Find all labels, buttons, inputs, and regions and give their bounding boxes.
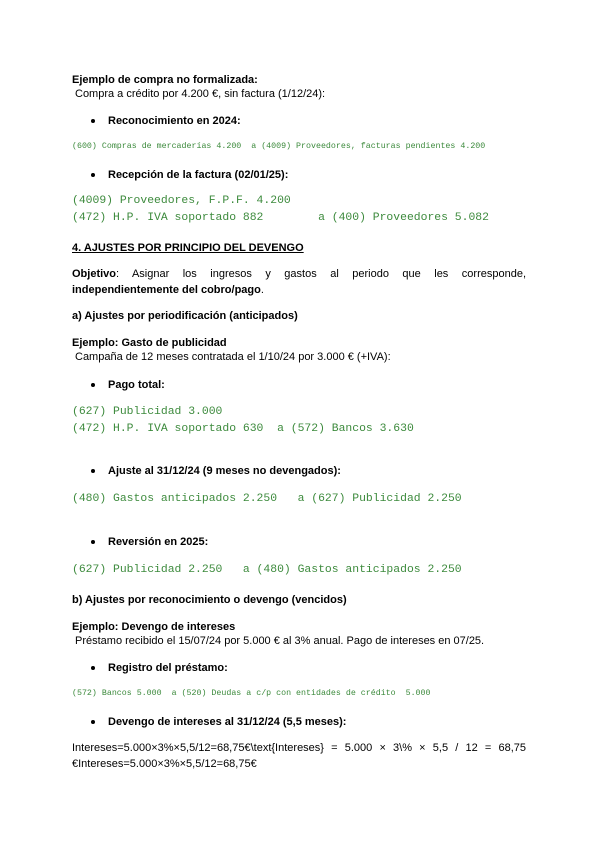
journal-entry-reconocimiento: (600) Compras de mercaderías 4.200 a (4009) Proveedores, facturas pendientes 4.200 [72, 142, 486, 151]
example-desc-compra: Compra a crédito por 4.200 €, sin factura (1/12/24): [75, 88, 326, 100]
bullet-pago-total: Pago total: [108, 379, 165, 391]
bullet-recepcion-factura: Recepción de la factura (02/01/25): [108, 169, 289, 181]
objective-end: . [260, 284, 264, 296]
example-desc-intereses: Préstamo recibido el 15/07/24 por 5.000 € al 3% anual. Pago de intereses en 07/25. [75, 635, 485, 647]
bullet-dot [91, 119, 95, 123]
example-heading-compra: Ejemplo de compra no formalizada: [72, 74, 258, 86]
formula-line1: Intereses=5.000×3%×5,5/12=68,75€\text{Intereses} = 5.000 × 3\% × 5,5 / 12 = 68,75 [72, 742, 526, 754]
bullet-dot [91, 173, 95, 177]
objective-label: Objetivo [72, 268, 117, 280]
formula-line2: €Intereses=5.000×3%×5,5/12=68,75€ [72, 758, 257, 770]
journal-entry-reversion: (627) Publicidad 2.250 a (480) Gastos anticipados 2.250 [72, 564, 462, 576]
bullet-dot [91, 720, 95, 724]
journal-entry-pago-line2: (472) H.P. IVA soportado 630 a (572) Bancos 3.630 [72, 423, 414, 435]
bullet-registro-prestamo: Registro del préstamo: [108, 662, 228, 674]
bullet-reconocimiento: Reconocimiento en 2024: [108, 115, 241, 127]
bullet-dot [91, 540, 95, 544]
journal-entry-pago-line1: (627) Publicidad 3.000 [72, 406, 223, 418]
journal-entry-factura-line1: (4009) Proveedores, F.P.F. 4.200 [72, 195, 291, 207]
example-heading-publicidad: Ejemplo: Gasto de publicidad [72, 337, 227, 349]
bullet-dot [91, 383, 95, 387]
bullet-ajuste-31-12: Ajuste al 31/12/24 (9 meses no devengados): [108, 465, 341, 477]
objective-paragraph [72, 266, 526, 298]
journal-entry-prestamo: (572) Bancos 5.000 a (520) Deudas a c/p con entidades de crédito 5.000 [72, 689, 431, 698]
journal-entry-factura-line2: (472) H.P. IVA soportado 882 a (400) Proveedores 5.082 [72, 212, 489, 224]
example-heading-intereses: Ejemplo: Devengo de intereses [72, 621, 236, 633]
journal-entry-ajuste: (480) Gastos anticipados 2.250 a (627) Publicidad 2.250 [72, 493, 462, 505]
bullet-devengo-intereses: Devengo de intereses al 31/12/24 (5,5 meses): [108, 716, 347, 728]
section-title-ajustes-devengo: 4. AJUSTES POR PRINCIPIO DEL DEVENGO [72, 242, 304, 254]
subsection-title-periodificacion: a) Ajustes por periodificación (anticipados) [72, 310, 298, 322]
subsection-title-devengo: b) Ajustes por reconocimiento o devengo (vencidos) [72, 594, 347, 606]
bullet-reversion-2025: Reversión en 2025: [108, 536, 209, 548]
bullet-dot [91, 666, 95, 670]
objective-bold: independientemente del cobro/pago [72, 284, 261, 296]
example-desc-publicidad: Campaña de 12 meses contratada el 1/10/24 por 3.000 € (+IVA): [75, 351, 391, 363]
bullet-dot [91, 469, 95, 473]
objective-text: : Asignar los ingresos y gastos al periodo que les corresponde, [116, 268, 526, 280]
